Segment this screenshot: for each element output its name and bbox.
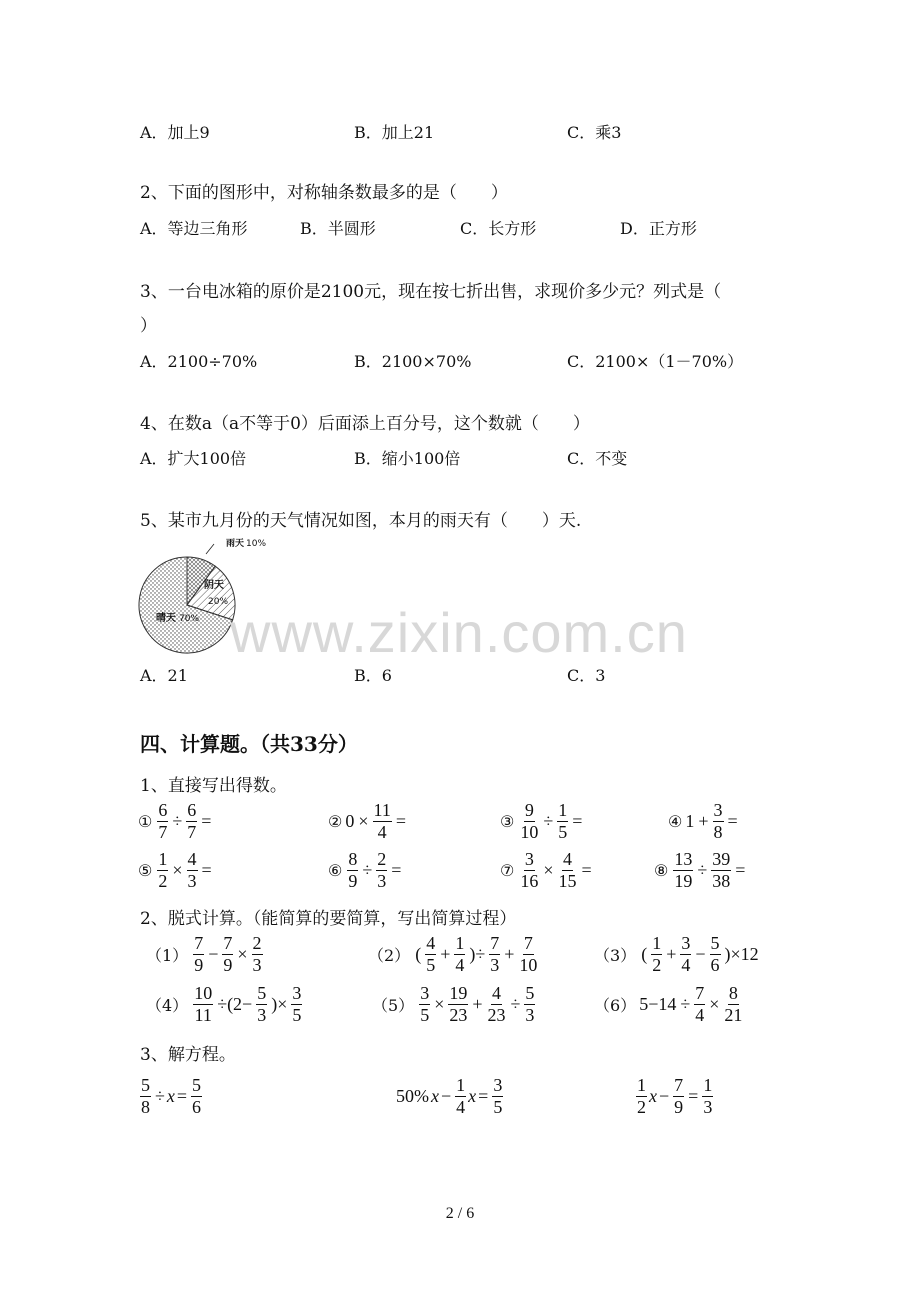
fraction: $\frac{7}{9}$ [223,933,233,975]
operator: )÷ [469,943,486,964]
operator: = [391,859,402,880]
calc1-item [500,850,594,891]
operator: )×12 [724,943,759,964]
operator: = [572,810,583,831]
calc2-item [594,984,745,1025]
equation [634,1076,715,1117]
variable: x [166,1085,175,1106]
fraction: $\frac{1}{2}$ [158,849,168,891]
item-number: （4） [146,995,189,1015]
q4-option-a: A．扩大100倍 [140,449,247,468]
fraction: $\frac{6}{7}$ [187,800,197,842]
fraction: $\frac{19}{23}$ [449,983,468,1025]
operator: − [695,943,706,964]
calc2-item [594,934,761,975]
operator: × [237,943,248,964]
calc1-item [654,850,747,891]
fraction: $\frac{6}{7}$ [158,800,168,842]
operator: − [441,1085,452,1106]
q1-option-c: C．乘3 [567,123,622,142]
fraction: $\frac{3}{5}$ [292,983,302,1025]
operator: = [201,859,212,880]
operator: ( [641,943,648,964]
calc1-item [138,850,214,891]
section-title: 四、计算题。（共33分） [140,732,358,756]
operator: = [176,1085,188,1106]
operator: × [543,859,554,880]
operator: = [735,859,746,880]
fraction: $\frac{2}{3}$ [252,933,262,975]
calc1-item [500,801,584,842]
fraction: $\frac{4}{15}$ [558,849,577,891]
q3-option-c: C．2100×（1－70%） [567,352,744,371]
calc1-item [668,801,740,842]
item-number: ② [328,811,343,831]
page-number: 2 / 6 [445,1205,475,1222]
operator: = [727,810,738,831]
fraction: $\frac{4}{5}$ [426,933,436,975]
fraction: $\frac{1}{3}$ [703,1075,713,1117]
operator: + [440,943,451,964]
item-number: （1） [146,945,189,965]
operator: = [478,1085,489,1106]
operator: × [434,993,445,1014]
q4-option-c: C．不变 [567,449,628,468]
pie-label-cloudy: 阴天 [204,580,224,591]
fraction: $\frac{13}{19}$ [674,849,693,891]
q5-option-a: A．21 [140,666,188,685]
fraction: $\frac{7}{9}$ [674,1075,684,1117]
item-number: （3） [594,945,637,965]
calc1-item [138,801,213,842]
operator: ÷ [680,993,691,1014]
item-number: （2） [368,945,411,965]
fraction: $\frac{5}{3}$ [257,983,267,1025]
item-number: ⑦ [500,860,515,880]
pie-label-rain: 雨天 10% [226,539,267,549]
fraction: $\frac{7}{10}$ [519,933,538,975]
operator: ÷ [697,859,708,880]
fraction: $\frac{7}{9}$ [194,933,204,975]
calc1-item [328,850,403,891]
fraction: $\frac{1}{5}$ [558,800,568,842]
fraction: $\frac{1}{2}$ [637,1075,646,1117]
operator: = [395,810,406,831]
fraction: $\frac{1}{4}$ [455,933,465,975]
operator: × [172,859,183,880]
fraction: $\frac{9}{10}$ [520,800,539,842]
number: 50% [396,1085,429,1106]
q2-option-b: B．半圆形 [300,219,376,238]
variable: x [468,1085,477,1106]
q2-option-c: C．长方形 [460,219,537,238]
q3-stem-line1: 3、一台电冰箱的原价是2100元，现在按七折出售，求现价多少元？列式是（ [140,282,722,302]
calc1-stem: 1、直接写出得数。 [140,776,287,796]
operator: )× [271,993,288,1014]
operator: + [472,993,483,1014]
calc1-item [328,801,408,842]
item-number: ① [138,811,153,831]
item-number: ④ [668,811,683,831]
equation [396,1076,505,1117]
fraction: $\frac{5}{6}$ [710,933,720,975]
fraction: $\frac{3}{4}$ [681,933,691,975]
operator: ÷ [510,993,521,1014]
q3-option-a: A．2100÷70% [140,352,258,371]
q3-option-b: B．2100×70% [354,352,472,371]
q4-option-b: B．缩小100倍 [354,449,461,468]
fraction: $\frac{3}{5}$ [493,1075,503,1117]
fraction: $\frac{1}{4}$ [456,1075,466,1117]
fraction: $\frac{3}{16}$ [520,849,539,891]
q2-stem: 2、下面的图形中，对称轴条数最多的是（ ） [140,183,508,203]
fraction: $\frac{4}{23}$ [487,983,506,1025]
variable: x [431,1085,439,1106]
item-number: ③ [500,811,515,831]
q4-stem: 4、在数a（a不等于0）后面添上百分号，这个数就（ ） [140,414,590,434]
operator: ÷ [543,810,554,831]
fraction: $\frac{3}{5}$ [420,983,430,1025]
operator: + [666,943,677,964]
fraction: $\frac{39}{38}$ [712,849,731,891]
pie-label-cloudy-pct: 20% [208,597,229,607]
fraction: $\frac{5}{6}$ [192,1075,202,1117]
operator: = [201,810,212,831]
operator: ÷(2− [217,993,253,1014]
fraction: $\frac{5}{3}$ [525,983,535,1025]
q3-stem-line2: ） [140,316,157,336]
fraction: $\frac{8}{21}$ [724,983,743,1025]
fraction: $\frac{4}{3}$ [187,849,197,891]
fraction: $\frac{2}{3}$ [377,849,387,891]
calc2-item [146,984,304,1025]
fraction: $\frac{7}{4}$ [695,983,705,1025]
operator: × [709,993,720,1014]
calc2-stem: 2、脱式计算。（能简算的要简算，写出简算过程） [140,909,517,929]
q2-option-d: D．正方形 [620,219,697,238]
q5-option-b: B．6 [354,666,392,685]
fraction: $\frac{8}{9}$ [348,849,358,891]
q2-option-a: A．等边三角形 [140,219,248,238]
q5-option-c: C．3 [567,666,606,685]
calc2-item [372,984,537,1025]
equation [138,1076,204,1117]
item-number: （5） [372,995,415,1015]
operator: = [688,1085,699,1106]
number: 5−14 [639,993,677,1014]
operator: ÷ [172,810,183,831]
item-number: （6） [594,995,637,1015]
fraction: $\frac{3}{8}$ [713,800,723,842]
item-number: ⑥ [328,860,343,880]
calc2-item [368,934,540,975]
fraction: $\frac{11}{4}$ [373,800,391,842]
item-number: ⑧ [654,860,669,880]
number: 0 [345,810,355,831]
operator: × [358,810,369,831]
watermark: www.zixin.com.cn [230,601,688,664]
calc2-item [146,934,265,975]
q1-option-a: A．加上9 [140,123,210,142]
calc3-stem: 3、解方程。 [140,1045,236,1065]
operator: + [504,943,515,964]
fraction: $\frac{10}{11}$ [194,983,213,1025]
operator: = [581,859,592,880]
fraction: $\frac{1}{2}$ [652,933,662,975]
operator: ÷ [155,1085,165,1106]
q1-option-b: B．加上21 [354,123,435,142]
number: 1 [685,810,695,831]
q5-stem: 5、某市九月份的天气情况如图，本月的雨天有（ ）天. [140,511,582,531]
operator: ÷ [362,859,373,880]
variable: x [649,1085,657,1106]
operator: − [208,943,219,964]
operator: − [659,1085,670,1106]
fraction: $\frac{5}{8}$ [141,1075,150,1117]
pie-label-sunny: 晴天 70% [156,613,200,624]
operator: + [698,810,709,831]
operator: ( [415,943,422,964]
item-number: ⑤ [138,860,153,880]
fraction: $\frac{7}{3}$ [490,933,500,975]
